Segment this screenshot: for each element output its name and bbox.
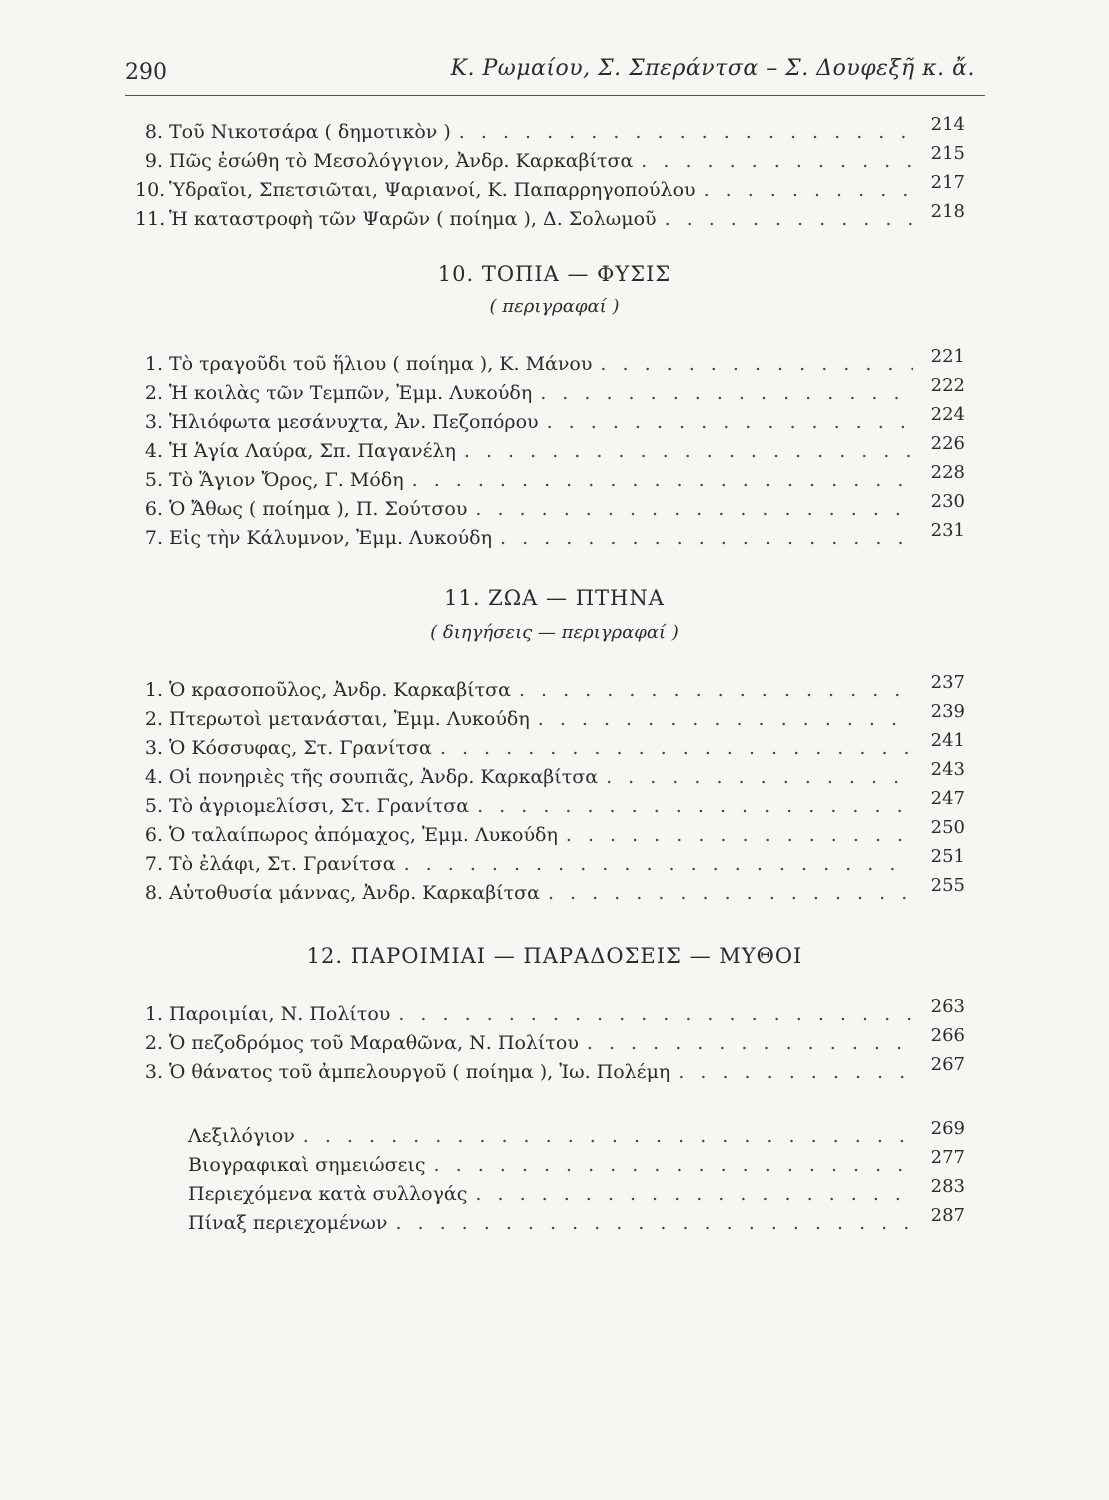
dot-leader xyxy=(477,792,913,820)
dot-leader xyxy=(303,1122,913,1150)
entry-number: 3. xyxy=(144,1061,163,1083)
entry-title: Τοῦ Νικοτσάρα ( δημοτικὸν ) xyxy=(169,121,451,143)
entry-page: 247 xyxy=(930,788,965,809)
entry-number: 11. xyxy=(135,208,166,230)
dot-leader xyxy=(475,495,913,523)
dot-leader xyxy=(548,879,913,907)
entry-page: 277 xyxy=(930,1147,965,1168)
entry-page: 263 xyxy=(930,996,965,1017)
entry-number: 6. xyxy=(144,824,163,846)
dot-leader xyxy=(606,763,913,791)
dot-leader xyxy=(464,437,913,465)
section-heading: 10. ΤΟΠΙΑ — ΦΥΣΙΣ xyxy=(437,262,672,286)
entry-title: Ἡ κοιλὰς τῶν Τεμπῶν, Ἐμμ. Λυκούδη xyxy=(169,382,533,404)
dot-leader xyxy=(678,1058,913,1086)
toc-entry xyxy=(135,875,965,907)
toc-entry xyxy=(135,672,965,704)
entry-page: 221 xyxy=(930,346,965,367)
toc-entry xyxy=(135,759,965,791)
entry-number: 9. xyxy=(144,150,163,172)
entry-number: 2. xyxy=(144,382,163,404)
toc-entry xyxy=(135,433,965,465)
entry-number: 10. xyxy=(135,179,166,201)
toc-entry xyxy=(135,172,965,204)
entry-title: Οἱ πονηριὲς τῆς σουπιᾶς, Ἀνδρ. Καρκαβίτσα xyxy=(169,766,599,788)
toc-entry xyxy=(135,788,965,820)
entry-number: 1. xyxy=(144,679,163,701)
entry-page: 226 xyxy=(930,433,965,454)
entry-number: 8. xyxy=(144,882,163,904)
entry-page: 237 xyxy=(930,672,965,693)
section-subheading: ( διηγήσεις — περιγραφαί ) xyxy=(430,622,679,643)
entry-title: Ἡ καταστροφὴ τῶν Ψαρῶν ( ποίημα ), Δ. Σολωμοῦ xyxy=(169,208,657,230)
toc-entry xyxy=(135,143,965,175)
entry-title: Περιεχόμενα κατὰ συλλογάς xyxy=(188,1183,468,1205)
entry-number: 4. xyxy=(144,766,163,788)
section-heading: 11. ΖΩΑ — ΠΤΗΝΑ xyxy=(444,586,665,610)
section-heading: 12. ΠΑΡΟΙΜΙΑΙ — ΠΑΡΑΔΟΣΕΙΣ — ΜΥΘΟΙ xyxy=(306,944,803,968)
entry-title: Ἡ Ἁγία Λαύρα, Σπ. Παγανέλη xyxy=(169,440,456,462)
entry-title: Βιογραφικαὶ σημειώσεις xyxy=(188,1154,426,1176)
entry-page: 230 xyxy=(930,491,965,512)
entry-title: Ἡλιόφωτα μεσάνυχτα, Ἀν. Πεζοπόρου xyxy=(169,411,539,433)
entry-title: Τὸ ἐλάφι, Στ. Γρανίτσα xyxy=(169,853,396,875)
entry-page: 214 xyxy=(930,114,965,135)
entry-page: 243 xyxy=(930,759,965,780)
entry-page: 218 xyxy=(930,201,965,222)
entry-page: 241 xyxy=(930,730,965,751)
entry-title: Εἰς τὴν Κάλυμνον, Ἐμμ. Λυκούδη xyxy=(169,527,493,549)
dot-leader xyxy=(475,1180,913,1208)
dot-leader xyxy=(665,205,913,233)
toc-entry xyxy=(135,1025,965,1057)
dot-leader xyxy=(547,408,913,436)
dot-leader xyxy=(404,850,913,878)
toc-appendix-entry xyxy=(188,1205,965,1237)
toc-entry xyxy=(135,114,965,146)
dot-leader xyxy=(412,466,913,494)
header-rule xyxy=(125,95,985,96)
toc-entry xyxy=(135,730,965,762)
entry-page: 266 xyxy=(930,1025,965,1046)
dot-leader xyxy=(600,350,913,378)
entry-number: 2. xyxy=(144,1032,163,1054)
dot-leader xyxy=(538,705,913,733)
entry-title: Ὁ Κόσσυφας, Στ. Γρανίτσα xyxy=(169,737,432,759)
entry-page: 224 xyxy=(930,404,965,425)
entry-number: 2. xyxy=(144,708,163,730)
entry-page: 239 xyxy=(930,701,965,722)
dot-leader xyxy=(519,676,913,704)
entry-title: Τὸ ἀγριομελίσσι, Στ. Γρανίτσα xyxy=(169,795,470,817)
entry-title: Λεξιλόγιον xyxy=(188,1125,295,1147)
toc-entry xyxy=(135,375,965,407)
section-subheading: ( περιγραφαί ) xyxy=(489,296,620,317)
entry-title: Ὁ Ἄθως ( ποίημα ), Π. Σούτσου xyxy=(169,498,468,520)
entry-title: Ὁ κρασοποῦλος, Ἀνδρ. Καρκαβίτσα xyxy=(169,679,511,701)
toc-entry xyxy=(135,520,965,552)
toc-entry xyxy=(135,701,965,733)
entry-title: Ὑδραῖοι, Σπετσιῶται, Ψαριανοί, Κ. Παπαρρηγοπούλου xyxy=(169,179,696,201)
entry-page: 283 xyxy=(930,1176,965,1197)
entry-page: 228 xyxy=(930,462,965,483)
dot-leader xyxy=(395,1209,913,1237)
toc-entry xyxy=(135,817,965,849)
entry-title: Ὁ πεζοδρόμος τοῦ Μαραθῶνα, Ν. Πολίτου xyxy=(169,1032,579,1054)
toc-entry xyxy=(135,846,965,878)
entry-title: Τὸ τραγοῦδι τοῦ ἥλιου ( ποίημα ), Κ. Μάνου xyxy=(169,353,593,375)
entry-number: 7. xyxy=(144,527,163,549)
entry-number: 1. xyxy=(144,353,163,375)
toc-appendix-entry xyxy=(188,1118,965,1150)
entry-title: Πτερωτοὶ μετανάσται, Ἐμμ. Λυκούδη xyxy=(169,708,530,730)
dot-leader xyxy=(566,821,913,849)
page-number: 290 xyxy=(125,60,167,85)
running-head: Κ. Ρωμαίου, Σ. Σπεράντσα – Σ. Δουφεξῆ κ. ἄ. xyxy=(450,56,975,81)
entry-title: Ὁ θάνατος τοῦ ἀμπελουργοῦ ( ποίημα ), Ἰω. Πολέμη xyxy=(169,1061,671,1083)
entry-page: 287 xyxy=(930,1205,965,1226)
entry-page: 217 xyxy=(930,172,965,193)
entry-page: 231 xyxy=(930,520,965,541)
entry-page: 267 xyxy=(930,1054,965,1075)
dot-leader xyxy=(440,734,913,762)
dot-leader xyxy=(641,147,913,175)
dot-leader xyxy=(500,524,913,552)
entry-number: 7. xyxy=(144,853,163,875)
entry-title: Τὸ Ἅγιον Ὄρος, Γ. Μόδη xyxy=(169,469,404,491)
entry-page: 255 xyxy=(930,875,965,896)
dot-leader xyxy=(704,176,913,204)
toc-entry xyxy=(135,996,965,1028)
entry-page: 269 xyxy=(930,1118,965,1139)
toc-appendix-entry xyxy=(188,1176,965,1208)
dot-leader xyxy=(459,118,913,146)
entry-number: 8. xyxy=(144,121,163,143)
page-header xyxy=(125,52,985,92)
entry-page: 251 xyxy=(930,846,965,867)
entry-title: Πῶς ἐσώθη τὸ Μεσολόγγιον, Ἀνδρ. Καρκαβίτσα xyxy=(169,150,634,172)
entry-title: Πίναξ περιεχομένων xyxy=(188,1212,388,1234)
toc-entry xyxy=(135,346,965,378)
toc-entry xyxy=(135,462,965,494)
entry-title: Παροιμίαι, Ν. Πολίτου xyxy=(169,1003,391,1025)
entry-number: 5. xyxy=(144,795,163,817)
entry-page: 215 xyxy=(930,143,965,164)
entry-title: Ὁ ταλαίπωρος ἀπόμαχος, Ἐμμ. Λυκούδη xyxy=(169,824,558,846)
dot-leader xyxy=(398,1000,913,1028)
dot-leader xyxy=(434,1151,913,1179)
entry-number: 1. xyxy=(144,1003,163,1025)
entry-number: 3. xyxy=(144,737,163,759)
toc-entry xyxy=(135,201,965,233)
toc-entry xyxy=(135,491,965,523)
entry-page: 250 xyxy=(930,817,965,838)
entry-number: 4. xyxy=(144,440,163,462)
dot-leader xyxy=(587,1029,913,1057)
entry-number: 3. xyxy=(144,411,163,433)
entry-number: 5. xyxy=(144,469,163,491)
toc-entry xyxy=(135,404,965,436)
entry-title: Αὐτοθυσία μάννας, Ἀνδρ. Καρκαβίτσα xyxy=(169,882,540,904)
toc-entry xyxy=(135,1054,965,1086)
entry-number: 6. xyxy=(144,498,163,520)
toc-appendix-entry xyxy=(188,1147,965,1179)
entry-page: 222 xyxy=(930,375,965,396)
dot-leader xyxy=(540,379,913,407)
